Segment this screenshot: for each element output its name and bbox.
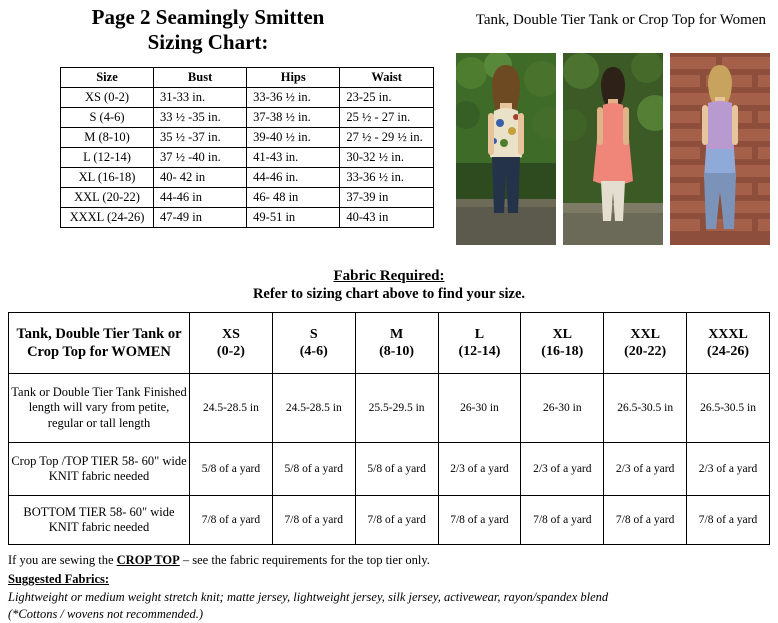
fabric-cell: 26.5-30.5 in [604,374,687,443]
bust-cell: 47-49 in [154,208,247,228]
sizing-chart-table [60,67,434,228]
fabric-cell: 25.5-29.5 in [355,374,438,443]
fabric-cell: 2/3 of a yard [521,443,604,496]
table-row [61,188,434,208]
table-header-row [61,68,434,88]
waist-cell: 25 ½ - 27 in. [340,108,434,128]
fabric-cell: 2/3 of a yard [604,443,687,496]
fabric-required-subtitle: Refer to sizing chart above to find your size. [252,286,526,303]
photo-illustration-floral [456,53,556,245]
size-range: (4-6) [299,344,328,360]
column-header-xxl [604,313,687,374]
size-range: (20-22) [624,344,667,360]
column-header-bust: Bust [154,68,247,88]
table-row [9,374,770,443]
photo-strip [456,53,770,245]
page-subtitle: Sizing Chart: [147,30,269,55]
size-label: XXXL [708,326,748,342]
fabric-cell: 7/8 of a yard [190,496,273,545]
column-header-m [355,313,438,374]
cottons-note: (*Cottons / wovens not recommended.) [8,606,203,621]
model-photo-lavender-crop-top [670,53,770,245]
model-photo-floral-tank [456,53,556,245]
table-row [61,108,434,128]
size-range: (8-10) [379,344,415,360]
size-label: M [390,326,404,342]
fabric-cell: 26.5-30.5 in [687,374,770,443]
title-block [8,6,408,55]
size-label: L [474,326,485,342]
sizing-and-photos [8,67,770,245]
column-header-xxxl [687,313,770,374]
hips-cell: 33-36 ½ in. [247,88,340,108]
table-row [9,443,770,496]
column-header-s [272,313,355,374]
size-range: (24-26) [707,344,750,360]
size-label: XL [552,326,573,342]
table-row [9,496,770,545]
hips-cell: 39-40 ½ in. [247,128,340,148]
table-header-row [9,313,770,374]
crop-top-note-prefix: If you are sewing the [8,553,117,568]
size-cell: XS (0-2) [61,88,154,108]
column-header-l [438,313,521,374]
table-row [61,148,434,168]
hips-cell: 46- 48 in [247,188,340,208]
column-header-waist: Waist [340,68,434,88]
column-header-hips: Hips [247,68,340,88]
size-label: XXL [630,326,660,342]
row-label-bottom-tier: BOTTOM TIER 58- 60" wide KNIT fabric needed [9,496,190,545]
table-row [61,88,434,108]
fabric-cell: 7/8 of a yard [355,496,438,545]
table-row [61,128,434,148]
waist-cell: 40-43 in [340,208,434,228]
fabric-cell: 24.5-28.5 in [272,374,355,443]
row-label-crop-top-tier: Crop Top /TOP TIER 58- 60" wide KNIT fabric needed [9,443,190,496]
size-range: (16-18) [541,344,584,360]
bust-cell: 40- 42 in [154,168,247,188]
crop-top-note-emphasis: CROP TOP [116,553,180,568]
bust-cell: 35 ½ -37 in. [154,128,247,148]
column-header-garment: Tank, Double Tier Tank or Crop Top for WOMEN [9,313,190,374]
size-range: (12-14) [458,344,501,360]
hips-cell: 37-38 ½ in. [247,108,340,128]
fabric-required-title: Fabric Required: [333,268,445,285]
column-header-xs [190,313,273,374]
fabric-cell: 5/8 of a yard [190,443,273,496]
waist-cell: 23-25 in. [340,88,434,108]
table-row [61,208,434,228]
fabric-cell: 24.5-28.5 in [190,374,273,443]
fabric-cell: 7/8 of a yard [438,496,521,545]
hips-cell: 49-51 in [247,208,340,228]
page-title: Page 2 Seamingly Smitten [91,5,325,29]
waist-cell: 37-39 in [340,188,434,208]
row-label-tank-length: Tank or Double Tier Tank Finished length will vary from petite, regular or tall length [9,374,190,443]
waist-cell: 30-32 ½ in. [340,148,434,168]
photo-illustration-lavender [670,53,770,245]
waist-cell: 27 ½ - 29 ½ in. [340,128,434,148]
suggested-fabrics-label: Suggested Fabrics: [8,572,110,587]
fabric-requirements-table [8,312,770,545]
size-label: S [309,326,318,342]
column-header-size: Size [61,68,154,88]
bust-cell: 44-46 in [154,188,247,208]
waist-cell: 33-36 ½ in. [340,168,434,188]
footer-notes [8,552,770,623]
table-row [61,168,434,188]
crop-top-note-suffix: – see the fabric requirements for the top tier only. [179,553,430,568]
fabric-cell: 7/8 of a yard [687,496,770,545]
bust-cell: 31-33 in. [154,88,247,108]
fabric-cell: 5/8 of a yard [272,443,355,496]
size-cell: XL (16-18) [61,168,154,188]
size-label: XS [221,326,240,342]
bust-cell: 37 ½ -40 in. [154,148,247,168]
fabric-cell: 2/3 of a yard [687,443,770,496]
fabric-cell: 26-30 in [521,374,604,443]
suggested-fabrics-text: Lightweight or medium weight stretch knit; matte jersey, lightweight jersey, silk jersey, activewear, rayon/spandex blend [8,589,609,604]
column-header-xl [521,313,604,374]
fabric-cell: 7/8 of a yard [604,496,687,545]
size-cell: XXL (20-22) [61,188,154,208]
size-cell: L (12-14) [61,148,154,168]
model-photo-coral-tier-tank [563,53,663,245]
size-range: (0-2) [216,344,245,360]
crop-top-note [8,552,770,569]
fabric-cell: 26-30 in [438,374,521,443]
size-cell: XXXL (24-26) [61,208,154,228]
fabric-cell: 7/8 of a yard [272,496,355,545]
fabric-required-heading [8,267,770,304]
fabric-cell: 7/8 of a yard [521,496,604,545]
hips-cell: 41-43 in. [247,148,340,168]
size-cell: S (4-6) [61,108,154,128]
page-header [8,6,770,55]
bust-cell: 33 ½ -35 in. [154,108,247,128]
size-cell: M (8-10) [61,128,154,148]
fabric-cell: 2/3 of a yard [438,443,521,496]
garment-type-heading: Tank, Double Tier Tank or Crop Top for Women [475,12,766,28]
photo-illustration-coral [563,53,663,245]
hips-cell: 44-46 in. [247,168,340,188]
fabric-cell: 5/8 of a yard [355,443,438,496]
